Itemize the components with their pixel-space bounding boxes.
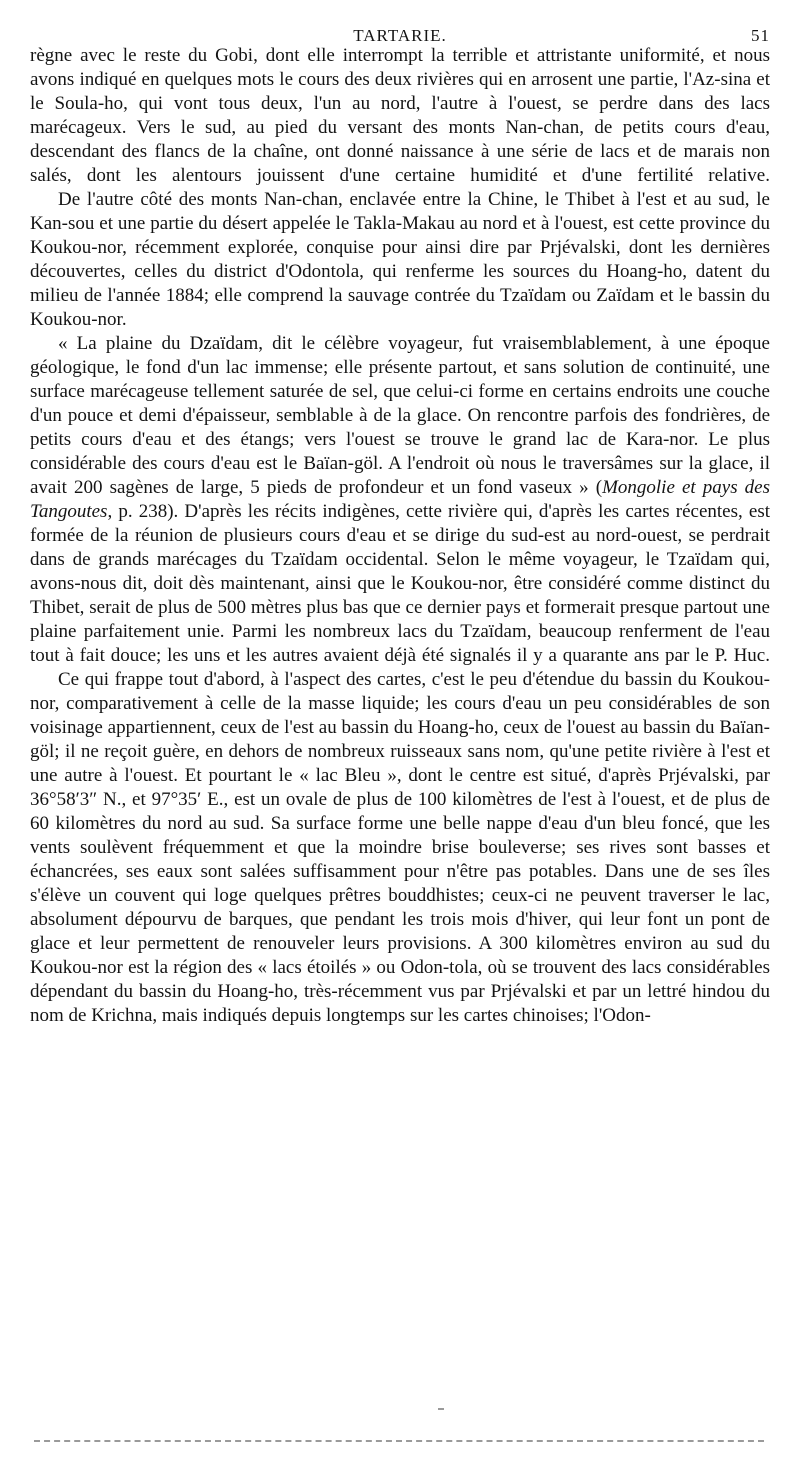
paragraph-lac-bleu: Ce qui frappe tout d'abord, à l'aspect des cartes, c'est le peu d'étendue du bassin du Koukou-nor, comparativement à celle de la masse liquide; les cours d'eau un peu considérables de son voisinage appartiennent, ceux de l'est au bassin du Hoang-ho, ceux de l'ouest au bassin du Baïan-göl; il ne reçoit guère, en dehors de nombreux ruisseaux sans nom, qu'une petite rivière à l'est et une autre à l'ouest. Et pourtant le « lac Bleu », dont le centre est situé, d'après Prjévalski, par 36°58′3″ N., et 97°35′ E., est un ovale de plus de 100 kilomètres de l'est à l'ouest, et de plus de 60 kilomètres du nord au sud. Sa surface forme une belle nappe d'eau d'un bleu foncé, que les vents soulèvent fréquemment et que la moindre brise bouleverse; ses rives sont basses et échancrées, ses eaux sont salées suffisamment pour n'être pas potables. Dans une de ses îles s'élève un couvent qui loge quelques prêtres bouddhistes; ceux-ci ne peuvent traverser le lac, absolument dépourvu de barques, que pendant les trois mois d'hiver, qui leur font un pont de glace et leur permettent de renouveler leurs provisions. A 300 kilomètres environ au sud du Koukou-nor est la région des « lacs étoilés » ou Odon-tola, où se trouvent des lacs considérables dépendant du bassin du Hoang-ho, très-récemment vus par Prjévalski et par un lettré hindou du nom de Krichna, mais indiqués depuis longtemps sur les cartes chinoises; l'Odon- [30, 669, 770, 1026]
book-citation: Mongolie et pays des Tangoutes [30, 477, 770, 522]
running-title: TARTARIE. [353, 26, 447, 45]
print-speck [438, 1408, 444, 1410]
page-number: 51 [751, 26, 770, 45]
paragraph-koukou-nor-province: De l'autre côté des monts Nan-chan, enclavée entre la Chine, le Thibet à l'est et au sud, le Kan-sou et une partie du désert appelée le Takla-Makau au nord et à l'ouest, est cette province du Koukou-nor, récemment explorée, conquise pour ainsi dire par Prjévalski, dont les dernières découvertes, celles du district d'Odontola, qui renferme les sources du Hoang-ho, datent du milieu de l'année 1884; elle comprend la sauvage contrée du Tzaïdam ou Zaïdam et le bassin du Koukou-nor. [30, 189, 770, 330]
quote-text: « La plaine du Dzaïdam, dit le célèbre voyageur, fut vraisemblablement, à une époque géologique, le fond d'un lac immense; elle présente partout, et sans solution de continuité, une surface marécageuse tellement saturée de sel, que celui-ci forme en certains endroits une couche d'un pouce et demi d'épaisseur, semblable à de la glace. On rencontre parfois des fondrières, de petits cours d'eau et des étangs; vers l'ouest se trouve le grand lac de Kara-nor. Le plus considérable des cours d'eau est le Baïan-göl. A l'endroit où nous le traversâmes sur la glace, il avait 200 sagènes de large, 5 pieds de profondeur et un fond vaseux » ( [30, 333, 770, 498]
bleed-through-rule [34, 1440, 764, 1442]
book-page [30, 8, 770, 1028]
paragraph-continued: règne avec le reste du Gobi, dont elle interrompt la terrible et attristante uniformité, et nous avons indiqué en quelques mots le cours des deux rivières qui en arrosent une partie, l'Az-sina et le Soula-ho, qui vont tous deux, l'un au nord, l'autre à l'ouest, se perdre dans des lacs marécageux. Vers le sud, au pied du versant des monts Nan-chan, de petits cours d'eau, descendant des flancs de la chaîne, ont donné naissance à une série de lacs et de marais non salés, dont les alentours jouissent d'une certaine humidité et d'une fertilité relative. [30, 45, 770, 186]
quote-continuation: , p. 238). D'après les récits indigènes, cette rivière qui, d'après les cartes récentes, est formée de la réunion de plusieurs cours d'eau et se dirige du sud-est au nord-ouest, se perdrait dans de grands marécages du Tzaïdam occidental. Selon le même voyageur, le Tzaïdam qui, avons-nous dit, doit dès maintenant, ainsi que le Koukou-nor, être considéré comme distinct du Thibet, serait de plus de 500 mètres plus bas que ce dernier pays et formerait presque partout une plaine parfaitement unie. Parmi les nombreux lacs du Tzaïdam, beaucoup renferment de l'eau tout à fait douce; les uns et les autres avaient déjà été signalés il y a quarante ans par le P. Huc. [30, 501, 770, 666]
body-text [30, 44, 770, 1028]
paragraph-dzaidam-quote [30, 332, 770, 668]
running-head [30, 8, 770, 45]
